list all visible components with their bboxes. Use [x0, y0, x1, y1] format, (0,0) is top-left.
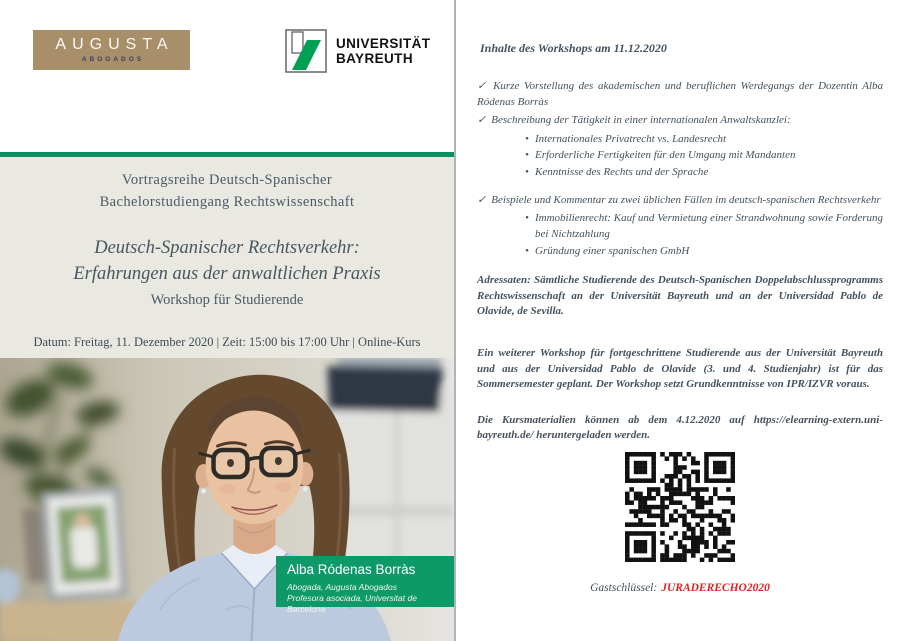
title-block — [0, 157, 454, 358]
bullet-icon: • — [525, 149, 529, 162]
uni-bayreuth-wordmark — [336, 36, 430, 66]
bullet-item — [477, 148, 883, 164]
bullet-icon: • — [525, 212, 529, 225]
topic-item-3 — [477, 193, 883, 209]
guest-key-value: JURADERECHO2020 — [661, 581, 770, 594]
speaker-role-1: Abogada, Augusta Abogados — [287, 582, 397, 593]
bullet-item — [477, 165, 883, 181]
check-icon: ✓ — [477, 193, 487, 206]
topic-item-2-text: Beschreibung der Tätigkeit in einer internationalen Anwaltskanzlei: — [491, 114, 791, 127]
uni-bayreuth-logo-icon — [285, 29, 327, 73]
workshop-title-line2: Erfahrungen aus der anwaltlichen Praxis — [73, 263, 381, 284]
speaker-name: Alba Ródenas Borràs — [287, 562, 416, 577]
workshop-subtitle: Workshop für Studierende — [150, 291, 304, 308]
bullet-icon: • — [525, 166, 529, 179]
augusta-abogados-logo — [33, 30, 190, 70]
check-icon: ✓ — [477, 80, 489, 93]
topic-item-1 — [477, 79, 883, 110]
topic-item-2-bullets — [477, 132, 883, 181]
uni-bayreuth-logo — [285, 29, 430, 73]
left-panel — [0, 0, 454, 641]
bullet-item — [477, 244, 883, 260]
augusta-wordmark: AUGUSTA — [55, 36, 174, 53]
topic-item-3-text: Beispiele und Kommentar zu zwei üblichen Fällen im deutsch-spanischen Rechtsverkehr — [491, 193, 881, 206]
audience-paragraph: Adressaten: Sämtliche Studierende des Deutsch-Spanischen Doppelabschlussprogramms Rechtswissenschaft an der Universität Bayreuth und an der Universidad Pablo de Olavide, de Sevilla. — [477, 274, 883, 318]
check-icon: ✓ — [477, 114, 487, 127]
bullet-text: Immobilienrecht: Kauf und Vermietung einer Strandwohnung sowie Forderung bei Nichtzahlung — [535, 212, 883, 240]
next-workshop-paragraph: Ein weiterer Workshop für fortgeschrittene Studierende aus der Universität Bayreuth und aus der Universidad Pablo de Olavide (3. und 4. Studienjahr) ist für das Sommersemester geplant. Der Workshop setzt Grundkenntnisse von IPR/IZVR voraus. — [477, 346, 883, 391]
qr-code — [625, 452, 735, 562]
topic-item-1-text: Kurze Vorstellung des akademischen und beruflichen Werdegangs der Dozentin Alba Ródenas Borràs — [477, 80, 883, 108]
content-panel — [456, 0, 909, 641]
bullet-text: Erforderliche Fertigkeiten für den Umgang mit Mandanten — [535, 149, 796, 162]
workshop-title-line1: Deutsch-Spanischer Rechtsverkehr: — [94, 237, 360, 258]
content-heading: Inhalte des Workshops am 11.12.2020 — [480, 41, 667, 55]
bullet-text: Gründung einer spanischen GmbH — [535, 244, 690, 257]
series-title-line1: Vortragsreihe Deutsch-Spanischer — [121, 172, 333, 188]
bullet-icon: • — [525, 244, 529, 257]
qr-code-container — [477, 452, 883, 568]
bullet-text: Internationales Privatrecht vs. Landesrecht — [535, 132, 727, 145]
series-title-line2: Bachelorstudiengang Rechtswissenschaft — [99, 194, 355, 211]
bullet-item — [477, 211, 883, 242]
bullet-icon: • — [525, 132, 529, 145]
logo-row — [0, 0, 454, 152]
uni-bayreuth-line1: UNIVERSITÄT — [336, 35, 431, 51]
augusta-subtitle: ABOGADOS — [81, 56, 145, 63]
uni-bayreuth-line2: BAYREUTH — [336, 51, 413, 66]
topic-item-2 — [477, 113, 883, 129]
speaker-photo — [0, 358, 454, 641]
date-time-line: Datum: Freitag, 11. Dezember 2020 | Zeit: 15:00 bis 17:00 Uhr | Online-Kurs — [33, 334, 421, 349]
guest-key-label: Gastschlüssel: — [590, 581, 658, 594]
bullet-text: Kenntnisse des Rechts und der Sprache — [535, 166, 709, 179]
course-materials-paragraph: Die Kursmaterialien können ab dem 4.12.2020 auf https://elearning-extern.uni-bayreuth.de/ heruntergeladen werden. — [477, 413, 883, 442]
speaker-role-2: Profesora asociada, Universitat de Barcelona — [287, 593, 417, 615]
topic-item-3-bullets — [477, 211, 883, 259]
speaker-badge — [276, 556, 454, 615]
guest-key-line — [477, 580, 883, 596]
bullet-item — [477, 132, 883, 148]
